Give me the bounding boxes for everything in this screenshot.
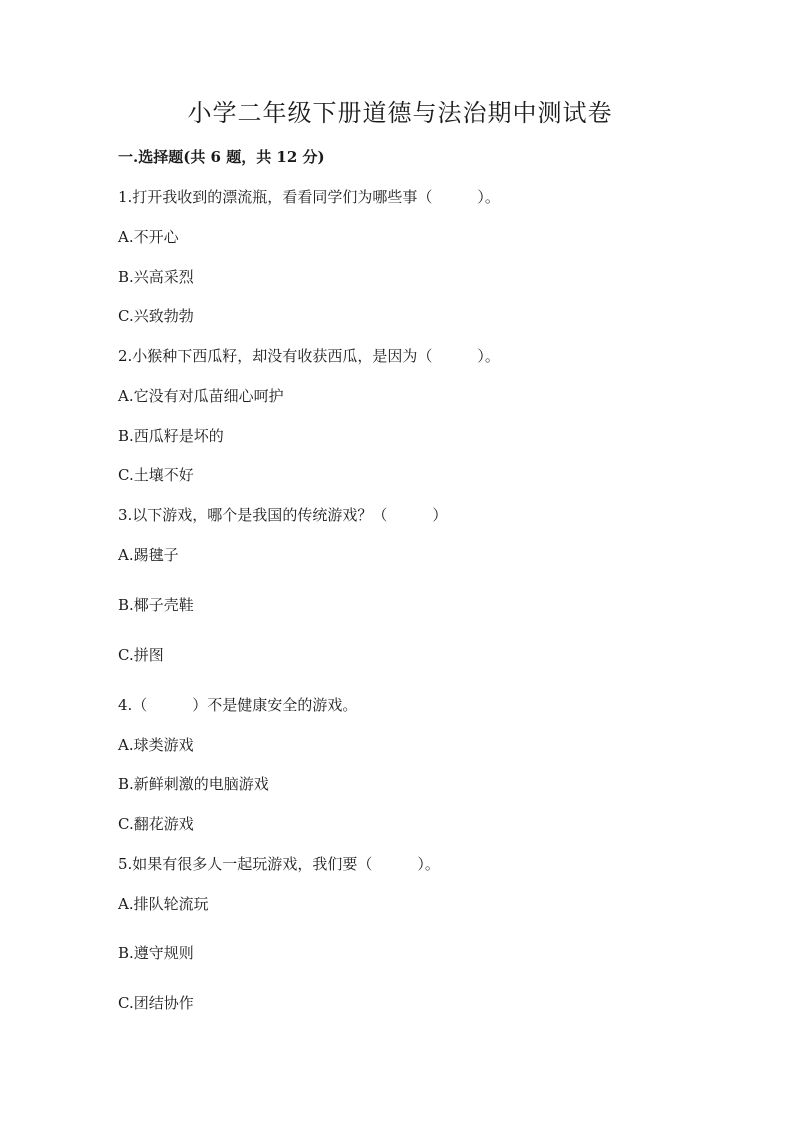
page-title: 小学二年级下册道德与法治期中测试卷 — [187, 99, 613, 127]
question-4-option-c: C.翻花游戏 — [118, 815, 194, 833]
question-4-stem: 4.（ ）不是健康安全的游戏。 — [118, 696, 358, 714]
question-4-option-a: A.球类游戏 — [118, 736, 194, 754]
question-3-option-c: C.拼图 — [118, 646, 164, 664]
question-5-option-b: B.遵守规则 — [118, 944, 194, 962]
question-2-option-b: B.西瓜籽是坏的 — [118, 427, 224, 445]
question-2-stem: 2.小猴种下西瓜籽，却没有收获西瓜，是因为（ ）。 — [118, 347, 500, 365]
question-3-option-a: A.踢毽子 — [118, 546, 179, 564]
question-1-option-a: A.不开心 — [118, 228, 179, 246]
question-1-option-c: C.兴致勃勃 — [118, 307, 194, 325]
question-2-option-a: A.它没有对瓜苗细心呵护 — [118, 387, 284, 405]
question-3-stem: 3.以下游戏，哪个是我国的传统游戏？（ ） — [118, 506, 448, 524]
question-5-option-c: C.团结协作 — [118, 994, 194, 1012]
question-5-stem: 5.如果有很多人一起玩游戏，我们要（ ）。 — [118, 855, 440, 873]
question-4-option-b: B.新鲜刺激的电脑游戏 — [118, 775, 269, 793]
question-5-option-a: A.排队轮流玩 — [118, 895, 209, 913]
section-heading: 一.选择题(共 6 题，共 12 分) — [118, 148, 325, 166]
question-1-option-b: B.兴高采烈 — [118, 268, 194, 286]
question-2-option-c: C.土壤不好 — [118, 466, 194, 484]
question-1-stem: 1.打开我收到的漂流瓶，看看同学们为哪些事（ ）。 — [118, 188, 500, 206]
question-3-option-b: B.椰子壳鞋 — [118, 596, 194, 614]
